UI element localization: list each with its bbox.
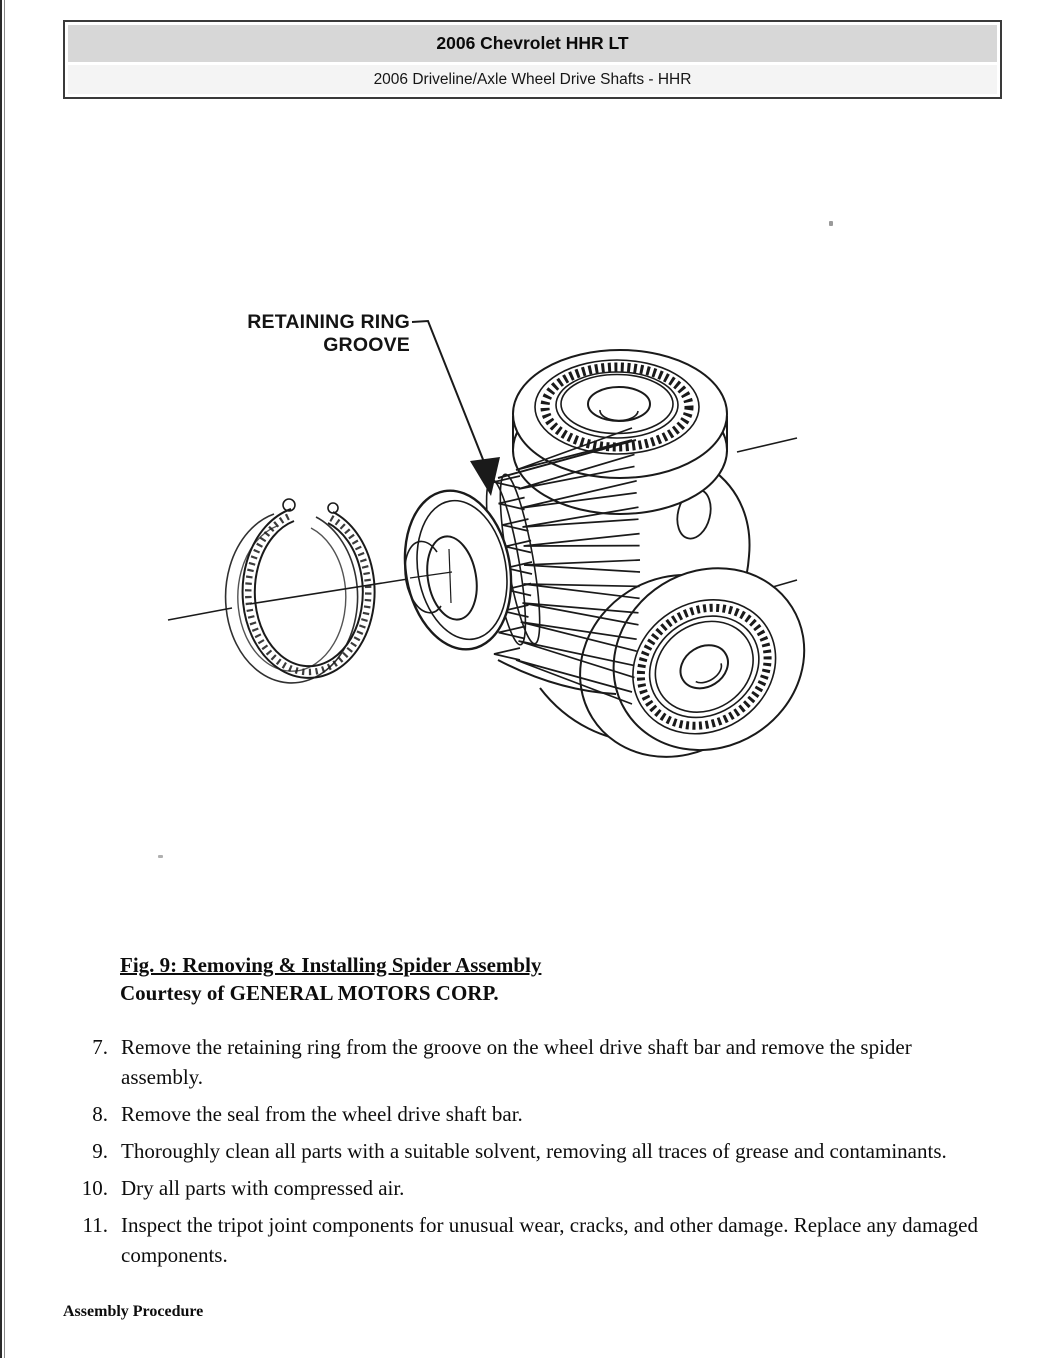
arrowhead-icon — [470, 457, 500, 496]
step-item — [60, 1173, 1000, 1203]
step-number: 10. — [81, 1176, 108, 1200]
caption-title: Fig. 9: Removing & Installing Spider Assembly — [120, 953, 542, 977]
label-leader-arrow — [412, 321, 500, 496]
retaining-ring-drawing — [226, 499, 375, 683]
shaft-axis-line — [168, 608, 232, 620]
step-number: 9. — [92, 1139, 108, 1163]
scan-speck — [158, 855, 163, 858]
step-text: Inspect the tripot joint components for unusual wear, cracks, and other damage. Replace any damaged components. — [121, 1213, 978, 1267]
vehicle-title: 2006 Chevrolet HHR LT — [68, 25, 997, 62]
document-subtitle: 2006 Driveline/Axle Wheel Drive Shafts - HHR — [68, 65, 997, 94]
label-line-1: RETAINING RING — [247, 311, 410, 333]
step-text: Dry all parts with compressed air. — [121, 1176, 405, 1200]
step-text: Remove the retaining ring from the groove on the wheel drive shaft bar and remove the spider assembly. — [121, 1035, 912, 1089]
step-item — [60, 1099, 1000, 1129]
section-heading-assembly-procedure: Assembly Procedure — [63, 1303, 204, 1320]
step-number: 11. — [82, 1213, 108, 1237]
figure-caption — [120, 951, 541, 1007]
scan-speck — [829, 221, 833, 226]
step-text: Thoroughly clean all parts with a suitable solvent, removing all traces of grease and contaminants. — [121, 1139, 947, 1163]
label-line-2: GROOVE — [323, 334, 410, 356]
step-text: Remove the seal from the wheel drive shaft bar. — [121, 1102, 523, 1126]
step-number: 8. — [92, 1102, 108, 1126]
step-item — [60, 1032, 1000, 1092]
retaining-ring-groove-label — [228, 311, 410, 357]
procedure-steps — [60, 1032, 1000, 1277]
step-item — [60, 1136, 1000, 1166]
step-item — [60, 1210, 1000, 1270]
caption-courtesy: Courtesy of GENERAL MOTORS CORP. — [120, 981, 499, 1005]
step-number: 7. — [92, 1035, 108, 1059]
